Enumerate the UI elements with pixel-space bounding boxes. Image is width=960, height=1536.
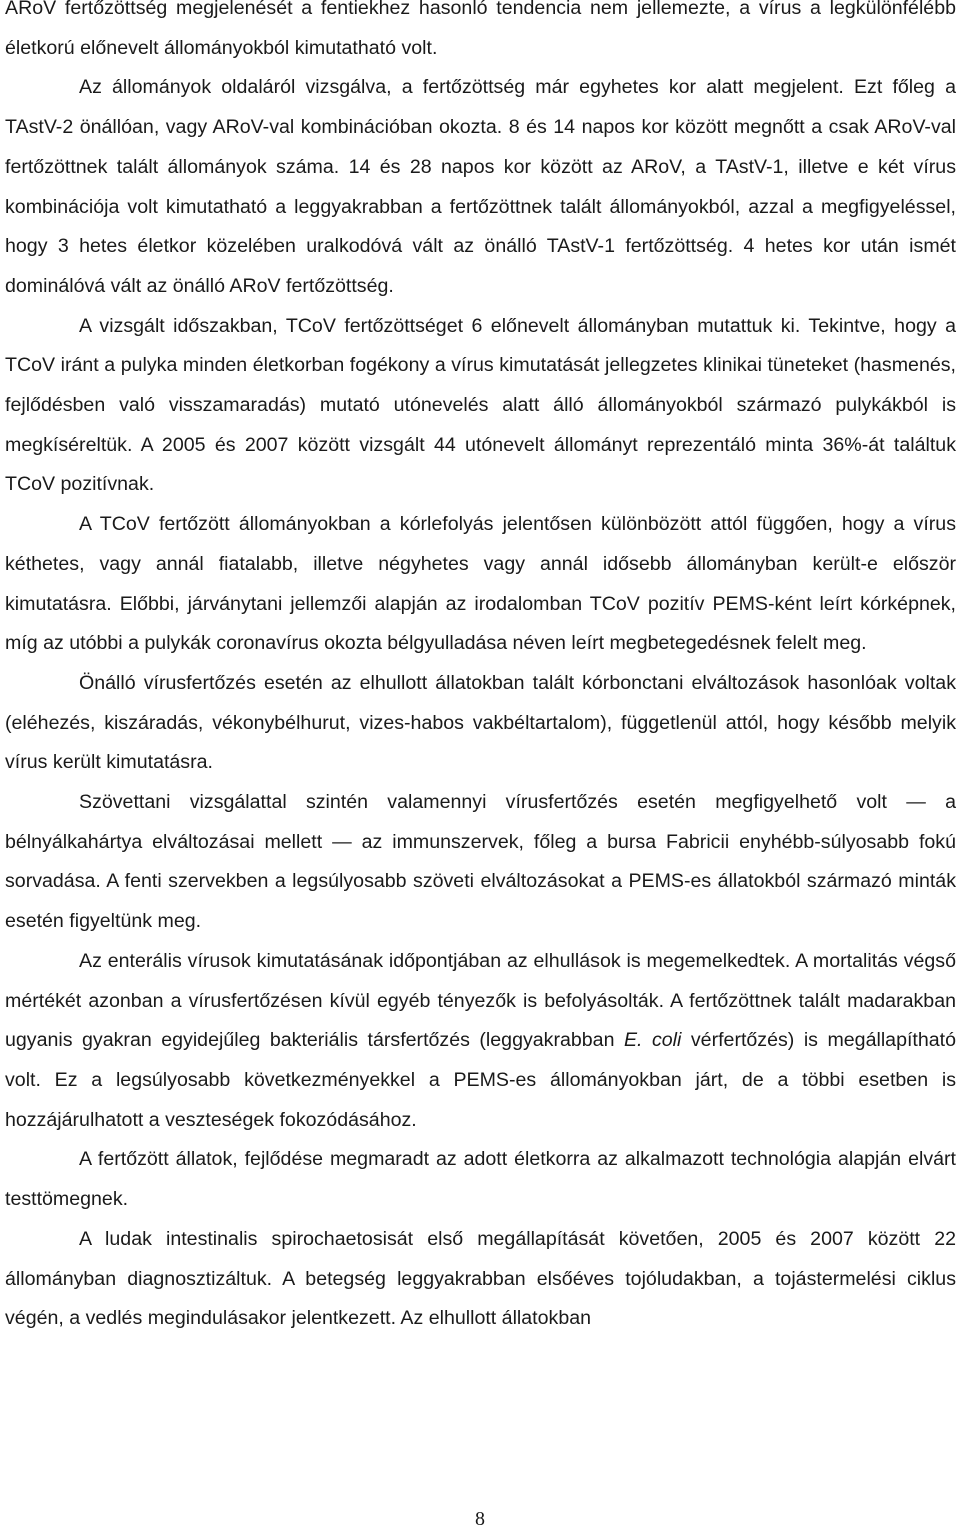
mortality-text-start: Az enterális vírusok kimutatásának időpontjában az elhullások is megemelkedtek. A mortalitás végső mértékét azonban a vírusfertőzésen kívül egyéb tényezők is befolyásolták. A fertőzöttnek talált madarakban ugyanis gyakran egyidejűleg bakteriális társfertőzés (leggyakrabban xyxy=(5,949,956,1052)
paragraph-development: A fertőzött állatok, fejlődése megmaradt az adott életkorra az alkalmazott technológia alapján elvárt testtömegnek. xyxy=(5,1148,956,1211)
paragraph-spirochaetosis: A ludak intestinalis spirochaetosisát első megállapítását követően, 2005 és 2007 között 22 állományban diagnosztizáltuk. A betegség leggyakrabban elsőéves tojóludakban, a tojástermelési ciklus végén, a vedlés megindulásakor jelentkezett. Az elhullott állatokban xyxy=(5,1227,956,1330)
e-coli-italic: E. coli xyxy=(623,1029,682,1052)
page-number: 8 xyxy=(475,1508,485,1530)
paragraph-mortality xyxy=(5,942,956,1141)
paragraph-pathology: Önálló vírusfertőzés esetén az elhullott állatokban talált kórbonctani elváltozások hasonlóak voltak (eléhezés, kiszáradás, vékonybélhurut, vizes-habos vakbéltartalom), függetlenül attól, hogy később melyik vírus került kimutatásra. xyxy=(5,671,956,774)
paragraph-tcov-course: A TCoV fertőzött állományokban a kórlefolyás jelentősen különbözött attól függően, hogy a vírus kéthetes, vagy annál fiatalabb, illetve négyhetes vagy annál idősebb állományban került-e először kimutatásra. Előbbi, járványtani jellemzői alapján az irodalomban TCoV pozitív PEMS-ként leírt kórképnek, míg az utóbbi a pulykák coronavírus okozta bélgyulladása néven leírt megbetegedésnek felelt meg. xyxy=(5,513,956,655)
mortality-text-end: vérfertőzés) is megállapítható volt. Ez a legsúlyosabb következményekkel a PEMS-es állományokban járt, de a többi esetben is hozzájárulhatott a veszteségek fokozódásához. xyxy=(5,1029,956,1131)
paragraph-histology: Szövettani vizsgálattal szintén valamennyi vírusfertőzés esetén megfigyelhető volt — a bélnyálkahártya elváltozásai mellett — az immunszervek, főleg a bursa Fabricii enyhébb-súlyosabb fokú sorvadása. A fenti szervekben a legsúlyosabb szöveti elváltozásokat a PEMS-es állatokból származó minták esetén figyeltünk meg. xyxy=(5,791,956,933)
paragraph-tcov-detection: A vizsgált időszakban, TCoV fertőzöttséget 6 előnevelt állományban mutattuk ki. Tekintve, hogy a TCoV iránt a pulyka minden életkorban fogékony a vírus kimutatását jellegzetes klinikai tüneteket (hasmenés, fejlődésben való visszamaradás) mutató utónevelés alatt álló állományokból származó pulykákból is megkíséreltük. A 2005 és 2007 között vizsgált 44 utónevelt állományt reprezentáló minta 36%-át találtuk TCoV pozitívnak. xyxy=(5,314,956,496)
body-text xyxy=(5,0,956,1339)
paragraph-infection-by-age: Az állományok oldaláról vizsgálva, a fertőzöttség már egyhetes kor alatt megjelent. Ezt főleg a TAstV-2 önállóan, vagy ARoV-val kombinációban okozta. 8 és 14 napos kor között megnőtt a csak ARoV-val fertőzöttnek talált állományok száma. 14 és 28 napos kor között az ARoV, a TAstV-1, illetve e két vírus kombinációja volt kimutatható a leggyakrabban a fertőzöttnek talált állományokból, azzal a megfigyeléssel, hogy 3 hetes életkor közelében uralkodóvá vált az önálló TAstV-1 fertőzöttség. 4 hetes kor után ismét dominálóvá vált az önálló ARoV fertőzöttség. xyxy=(5,76,956,297)
paragraph-continued: ARoV fertőzöttség megjelenését a fentiekhez hasonló tendencia nem jellemezte, a vírus a legkülönfélébb életkorú előnevelt állományokból kimutatható volt. xyxy=(5,0,956,59)
